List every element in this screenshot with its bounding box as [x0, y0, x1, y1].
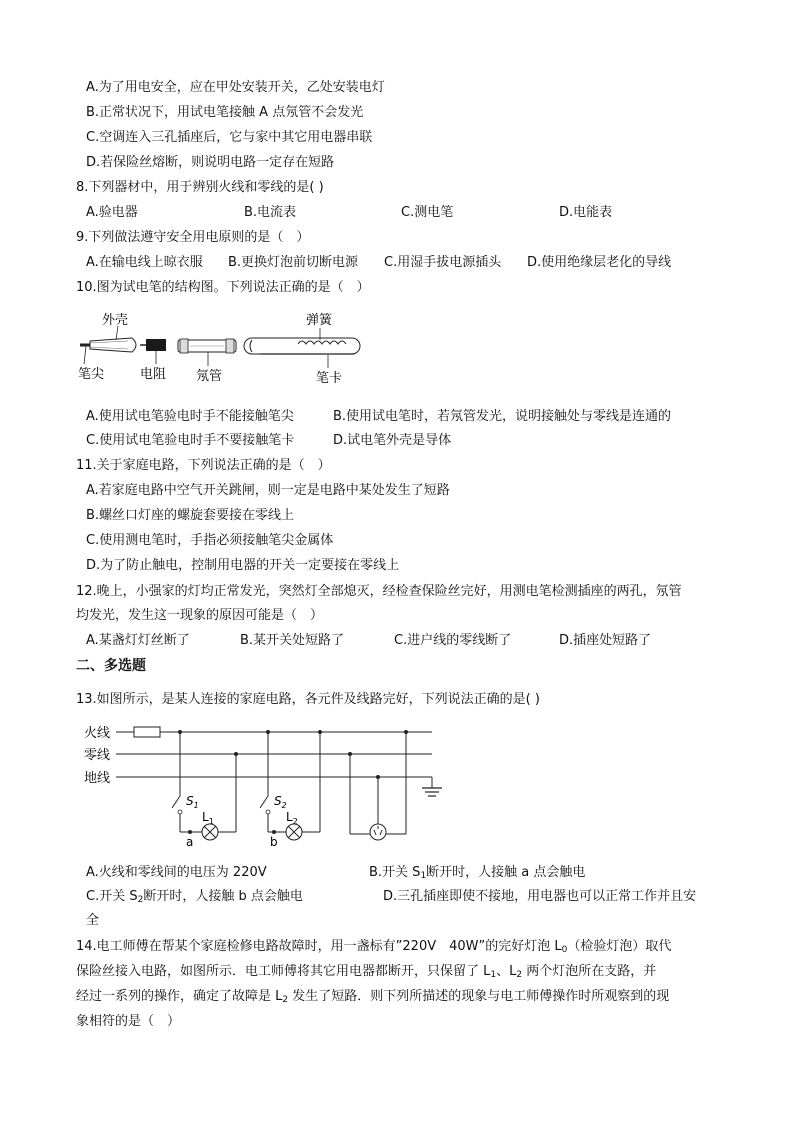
- q12-option-c: C.进户线的零线断了: [394, 633, 512, 648]
- q8-stem: 8.下列器材中，用于辨别火线和零线的是( ): [76, 180, 324, 195]
- branch-1: [172, 730, 238, 848]
- label-s2: S: [274, 794, 282, 808]
- svg-text:L1: [202, 810, 214, 826]
- svg-text:L2: [286, 810, 298, 826]
- svg-text:S2: [274, 794, 287, 810]
- fuse-shape: [134, 727, 160, 737]
- label-l1-sub: 1: [208, 817, 214, 826]
- branch-2: [260, 730, 322, 848]
- q9-option-d: D.使用绝缘层老化的导线: [527, 255, 672, 270]
- q12-stem-line2: 均发光，发生这一现象的原因可能是（ ）: [76, 608, 324, 623]
- label-spring: 弹簧: [306, 313, 333, 328]
- q7-option-c: C.空调连入三孔插座后，它与家中其它用电器串联: [86, 130, 373, 145]
- q9-stem: 9.下列做法遵守安全用电原则的是（ ）: [76, 230, 310, 245]
- label-s1-sub: 1: [193, 801, 199, 810]
- label-tip: 笔尖: [78, 367, 105, 382]
- q10-stem: 10.图为试电笔的结构图。下列说法正确的是（ ）: [76, 280, 370, 295]
- label-resistor: 电阻: [140, 367, 167, 382]
- q12-option-a: A.某盏灯灯丝断了: [86, 633, 190, 648]
- q14-line1: 14.电工师傅在帮某个家庭检修电路故障时，用一盏标有”220V 40W”的完好灯泡 $L_0$（检验灯泡）取代: [76, 939, 672, 955]
- q11-option-b: B.螺丝口灯座的螺旋套要接在零线上: [86, 508, 295, 523]
- q7-option-b: B.正常状况下，用试电笔接触 A 点氖管不会发光: [86, 105, 364, 120]
- label-ground-wire: 地线: [84, 771, 111, 786]
- q14-line4: 象相符的是（ ）: [76, 1014, 181, 1029]
- q11-option-a: A.若家庭电路中空气开关跳闸，则一定是电路中某处发生了短路: [86, 483, 450, 498]
- q13-option-b: B.开关 $S_1$断开时，人接触 a 点会触电: [369, 865, 586, 881]
- label-point-a: a: [186, 835, 194, 848]
- pen-body-shape: [244, 338, 360, 354]
- q11-option-d: D.为了防止触电，控制用电器的开关一定要接在零线上: [86, 558, 400, 573]
- q13-option-d-line2: 全: [86, 913, 100, 928]
- label-point-b: b: [270, 835, 278, 848]
- q13-stem: 13.如图所示，是某人连接的家庭电路，各元件及线路完好，下列说法正确的是( ): [76, 692, 540, 707]
- resistor-shape: [146, 339, 166, 351]
- q13-option-a: A.火线和零线间的电压为 220V: [86, 865, 267, 880]
- q7-option-d: D.若保险丝熔断，则说明电路一定存在短路: [86, 155, 335, 170]
- switch-s2-shape: [260, 796, 268, 808]
- q10-option-a: A.使用试电笔验电时手不能接触笔尖: [86, 409, 294, 424]
- q12-option-d: D.插座处短路了: [559, 633, 652, 648]
- section-title-multiple-choice: 二、多选题: [76, 658, 146, 674]
- neon-tube-shape: [178, 339, 236, 353]
- label-neon: 氖管: [196, 369, 223, 384]
- q13-option-c: C.开关 $S_2$断开时，人接触 b 点会触电: [86, 889, 303, 905]
- q9-option-a: A.在输电线上晾衣服: [86, 255, 203, 270]
- q8-option-a: A.验电器: [86, 205, 138, 220]
- q10-option-d: D.试电笔外壳是导体: [333, 433, 452, 448]
- label-l1: L: [202, 810, 209, 824]
- q12-stem-line1: 12.晚上，小强家的灯均正常发光，突然灯全部熄灭，经检查保险丝完好，用测电笔检测插座的两孔，氖管: [76, 584, 682, 599]
- label-shell: 外壳: [102, 313, 129, 328]
- label-clip: 笔卡: [316, 371, 343, 386]
- q14-line2: 保险丝接入电路，如图所示．电工师傅将其它用电器都断开，只保留了 $L_1$、$L_2$ 两个灯泡所在支路，并: [76, 964, 657, 980]
- label-s2-sub: 2: [281, 801, 287, 810]
- label-l2: L: [286, 810, 293, 824]
- label-neutral-wire: 零线: [84, 748, 111, 763]
- test-pen-diagram: [76, 308, 376, 390]
- q14-line3: 经过一系列的操作，确定了故障是 $L_2$ 发生了短路．则下列所描述的现象与电工师傅操作时所观察到的现: [76, 989, 670, 1005]
- label-live-wire: 火线: [84, 726, 111, 741]
- q8-option-b: B.电流表: [244, 205, 297, 220]
- q13-option-d-line1: D.三孔插座即使不接地，用电器也可以正常工作并且安: [383, 889, 697, 904]
- q7-option-a: A.为了用电安全，应在甲处安装开关，乙处安装电灯: [86, 80, 385, 95]
- q11-option-c: C.使用测电笔时，手指必须接触笔尖金属体: [86, 533, 334, 548]
- switch-s1-shape: [172, 796, 180, 808]
- socket-branch: [348, 730, 408, 840]
- q9-option-c: C.用湿手拔电源插头: [384, 255, 502, 270]
- q12-option-b: B.某开关处短路了: [240, 633, 345, 648]
- pen-shell-shape: [90, 338, 136, 352]
- label-s1: S: [186, 794, 194, 808]
- household-circuit-diagram: [76, 718, 456, 848]
- svg-text:S1: [186, 794, 199, 810]
- label-l2-sub: 2: [292, 817, 298, 826]
- q8-option-c: C.测电笔: [401, 205, 454, 220]
- q11-stem: 11.关于家庭电路，下列说法正确的是（ ）: [76, 458, 331, 473]
- q10-option-c: C.使用试电笔验电时手不要接触笔卡: [86, 433, 295, 448]
- q10-option-b: B.使用试电笔时，若氖管发光，说明接触处与零线是连通的: [333, 409, 672, 424]
- q8-option-d: D.电能表: [559, 205, 613, 220]
- q9-option-b: B.更换灯泡前切断电源: [228, 255, 359, 270]
